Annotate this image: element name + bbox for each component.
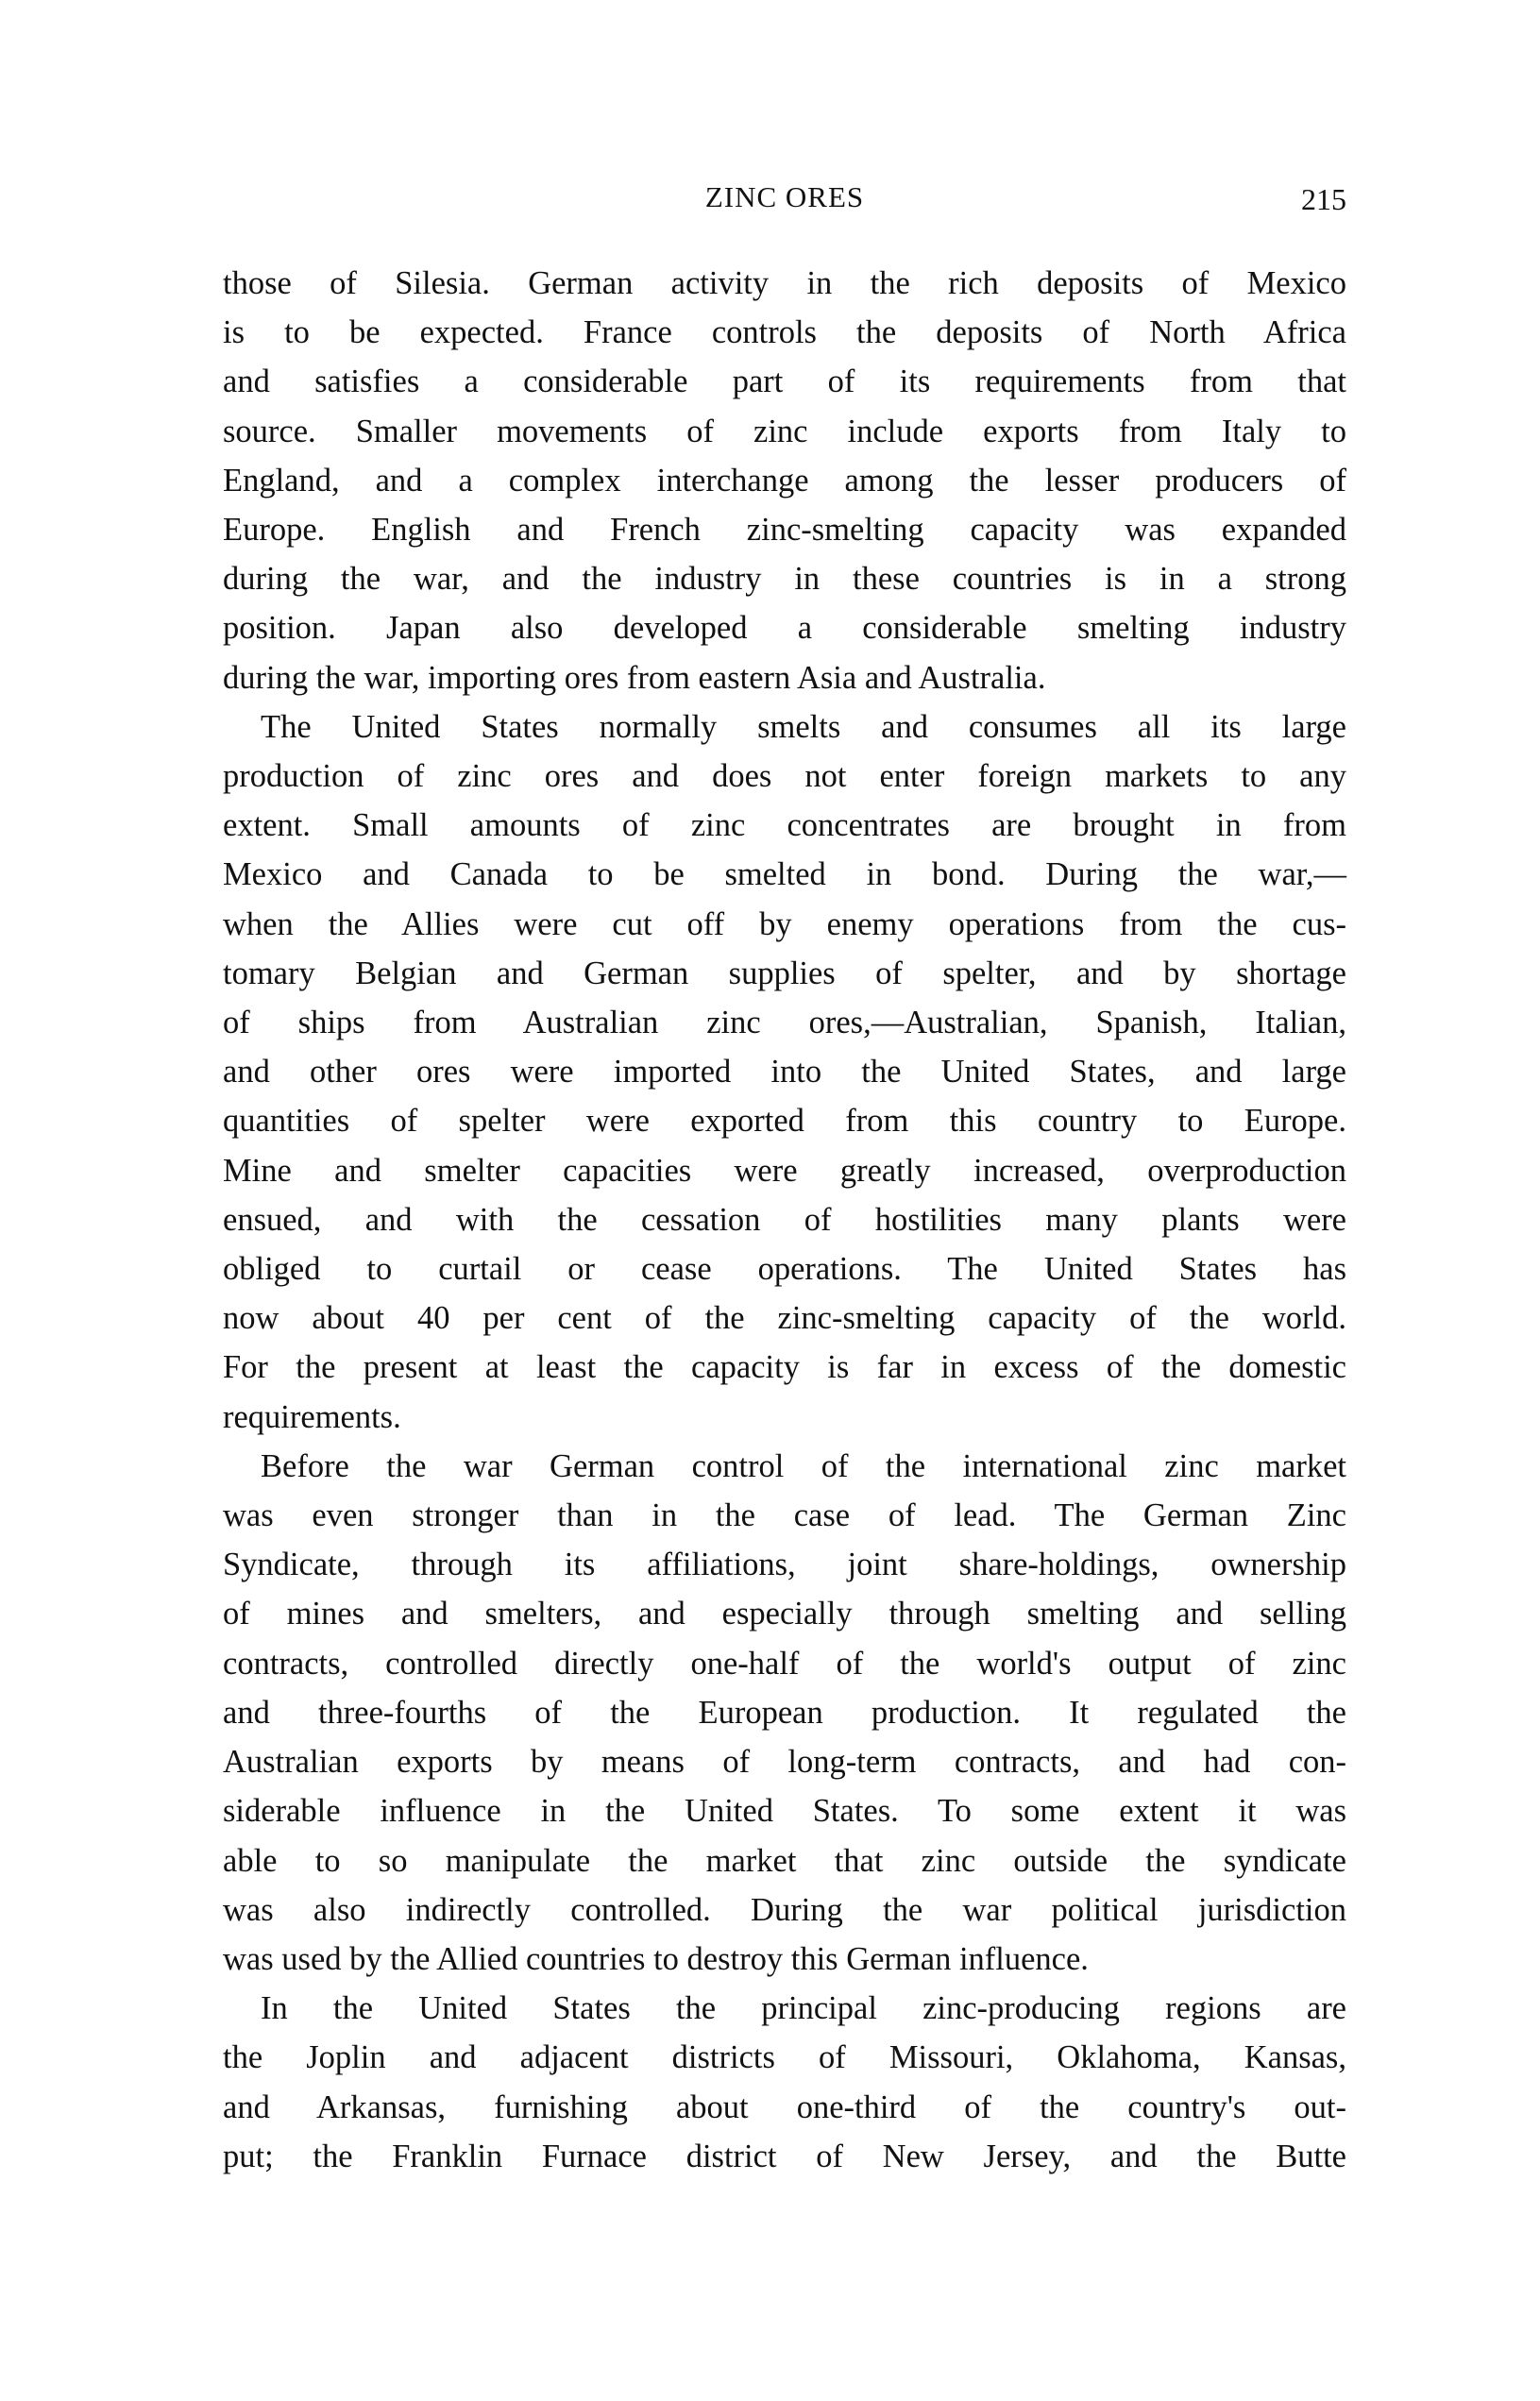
text-line: was used by the Allied countries to destroy this German influence. [223,1940,1089,1977]
paragraph-3 [223,1442,1346,1984]
text-line: England, and a complex interchange among the lesser producers of [223,462,1346,499]
text-line: siderable influence in the United States. To some extent it was [223,1793,1346,1830]
running-header [223,175,1346,222]
text-line: and Arkansas, furnishing about one-third of the country's out- [223,2088,1346,2125]
text-line: of mines and smelters, and especially through smelting and selling [223,1596,1346,1632]
text-line: Mexico and Canada to be smelted in bond. During the war,— [223,856,1346,893]
text-line: the Joplin and adjacent districts of Missouri, Oklahoma, Kansas, [223,2039,1346,2076]
text-line: now about 40 per cent of the zinc-smelting capacity of the world. [223,1300,1346,1337]
text-line: during the war, and the industry in these countries is in a strong [223,561,1346,598]
text-line: requirements. [223,1398,401,1435]
page-number: 215 [1301,182,1346,216]
running-title: ZINC ORES [704,180,865,213]
text-line: source. Smaller movements of zinc include exports from Italy to [223,413,1346,449]
text-line: Before the war German control of the international zinc market [261,1447,1346,1484]
text-line: and other ores were imported into the United States, and large [223,1054,1346,1091]
text-line: put; the Franklin Furnace district of New Jersey, and the Butte [223,2138,1346,2174]
text-line: The United States normally smelts and consumes all its large [261,708,1346,745]
text-line: contracts, controlled directly one-half of the world's output of zinc [223,1645,1346,1682]
text-line: ensued, and with the cessation of hostilities many plants were [223,1201,1346,1238]
text-line: able to so manipulate the market that zinc outside the syndicate [223,1842,1346,1879]
text-line: Europe. English and French zinc-smelting capacity was expanded [223,512,1346,549]
text-line: during the war, importing ores from eastern Asia and Australia. [223,659,1046,696]
text-line: Australian exports by means of long-term contracts, and had con- [223,1744,1346,1781]
text-line: obliged to curtail or cease operations. The United States has [223,1251,1346,1288]
text-line: In the United States the principal zinc-producing regions are [261,1990,1346,2027]
paragraph-1 [223,259,1346,702]
text-line: when the Allies were cut off by enemy operations from the cus- [223,905,1346,942]
text-line: quantities of spelter were exported from this country to Europe. [223,1103,1346,1140]
text-line: For the present at least the capacity is far in excess of the domestic [223,1349,1346,1386]
text-line: position. Japan also developed a considerable smelting industry [223,610,1346,647]
text-line: those of Silesia. German activity in the rich deposits of Mexico [223,265,1346,301]
body-text [223,259,1346,2181]
text-line: of ships from Australian zinc ores,—Australian, Spanish, Italian, [223,1005,1346,1041]
paragraph-2 [223,702,1346,1442]
paragraph-4 [223,1984,1346,2181]
text-line: Syndicate, through its affiliations, joint share-holdings, ownership [223,1547,1346,1583]
text-line: was also indirectly controlled. During the war political jurisdiction [223,1891,1346,1928]
text-line: extent. Small amounts of zinc concentrates are brought in from [223,807,1346,844]
text-line: production of zinc ores and does not enter foreign markets to any [223,758,1346,795]
text-line: and three-fourths of the European production. It regulated the [223,1694,1346,1731]
text-line: and satisfies a considerable part of its requirements from that [223,364,1346,400]
text-line: Mine and smelter capacities were greatly increased, overproduction [223,1152,1346,1189]
text-line: tomary Belgian and German supplies of spelter, and by shortage [223,955,1346,991]
text-line: is to be expected. France controls the deposits of North Africa [223,314,1346,351]
text-line: was even stronger than in the case of lead. The German Zinc [223,1497,1346,1534]
